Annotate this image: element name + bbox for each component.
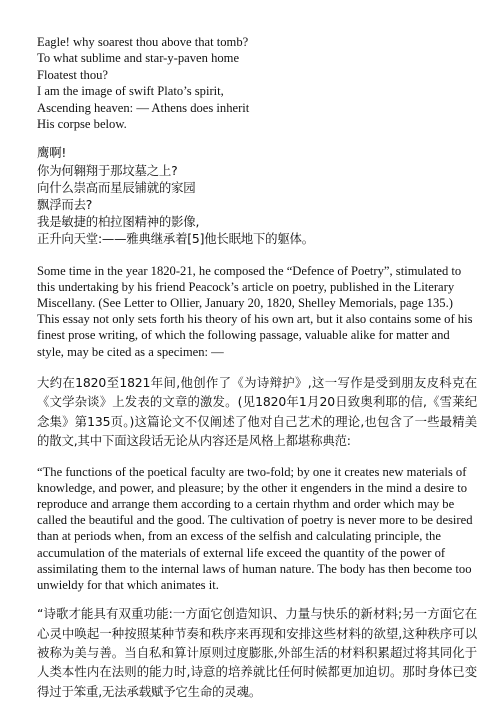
paragraph-chinese-2: “诗歌才能具有双重功能:一方面它创造知识、力量与快乐的新材料;另一方面它在心灵中唤起一种按照某种节奏和秩序来再现和安排这些材料的欲望,这种秩序可以被称为美与善。当自私和算计原则过度膨胀,外部生活的材料积累超过将其同化于人类本性内在法则的能力时,诗意的培养就比任何时候都更加迫切。那时身体已变得过于笨重,无法承载赋予它生命的灵魂。	[37, 606, 477, 699]
poem-en-line: His corpse below.	[37, 117, 127, 132]
poem-en-line: To what sublime and star-y-paven home	[37, 51, 240, 66]
poem-en-line: Floatest thou?	[37, 67, 109, 82]
poem-zh-line: 向什么崇高而星辰铺就的家园	[37, 179, 196, 195]
poem-en-line: I am the image of swift Plato’s spirit,	[37, 84, 224, 99]
paragraph-chinese-1: 大约在1820至1821年间,他创作了《为诗辩护》,这一写作是受到朋友皮科克在《文学杂谈》上发表的文章的激发。(见1820年1月20日致奥利耶的信,《雪莱纪念集》第135页。)这篇论文不仅阐述了他对自己艺术的理论,也包含了一些最精美的散文,其中下面这段话无论从内容还是风格上都堪称典范:	[37, 374, 477, 449]
poem-chinese	[37, 144, 477, 247]
poem-zh-line: 我是敏捷的柏拉图精神的影像,	[37, 214, 200, 230]
paragraph-english-2: “The functions of the poetical faculty are two-fold; by one it creates new materials of knowledge, and power, and pleasure; by the other it engenders in the mind a desire to reproduce and arrange them according to a certain rhythm and order which may be called the beautiful and the good. The cultivation of poetry is never more to be desired than at periods when, from an excess of the selfish and calculating principle, the accumulation of the materials of external life exceed the quantity of the power of assimilating them to the internal laws of human nature. The body has then become too unwieldy for that which animates it.	[37, 464, 473, 592]
poem-english	[37, 34, 477, 132]
paragraph-english-1: Some time in the year 1820-21, he composed the “Defence of Poetry”, stimulated to this undertaking by his friend Peacock’s article on poetry, published in the Literary Miscellany. (See Letter to Ollier, January 20, 1820, Shelley Memorials, page 135.) This essay not only sets forth his theory of his own art, but it also contains some of his finest prose writing, of which the following passage, valuable alike for matter and style, may be cited as a specimen: —	[37, 263, 473, 359]
poem-zh-line: 鹰啊!	[37, 145, 67, 161]
poem-en-line: Eagle! why soarest thou above that tomb?	[37, 35, 249, 49]
poem-zh-line: 飘浮而去?	[37, 197, 93, 213]
poem-en-line: Ascending heaven: — Athens does inherit	[37, 100, 250, 115]
poem-zh-line: 你为何翱翔于那坟墓之上?	[37, 162, 178, 178]
document-page	[37, 34, 477, 701]
poem-zh-line: 正升向天堂:——雅典继承着[5]他长眠地下的躯体。	[37, 231, 314, 247]
